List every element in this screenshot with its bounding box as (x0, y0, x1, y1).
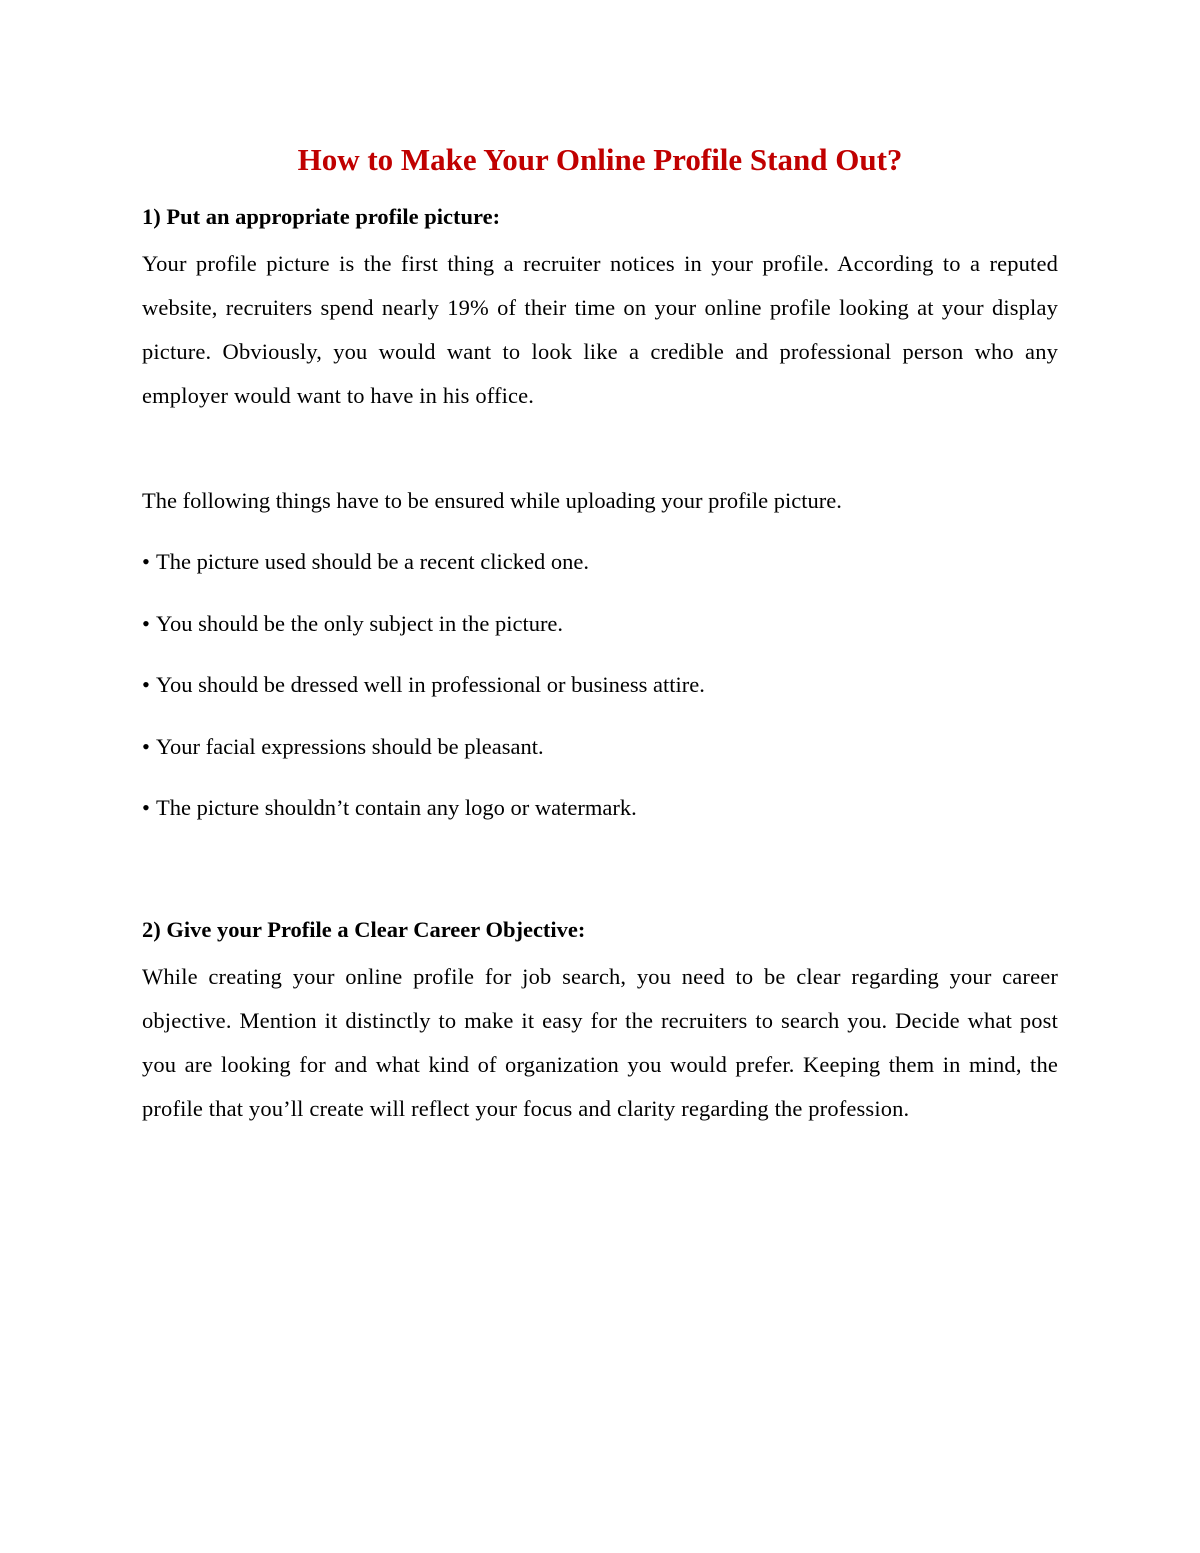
bullet-list (142, 547, 1060, 855)
section-1-paragraph: Your profile picture is the first thing a recruiter notices in your profile. According to a reputed website, recruiters spend nearly 19% of their time on your online profile looking at your display picture. Obviously, you would want to look like a credible and professional person who any employer would want to have in his office. (142, 251, 1058, 408)
bullet-icon: • (142, 795, 150, 820)
page-title: How to Make Your Online Profile Stand Out? (297, 142, 903, 177)
list-item (142, 793, 1060, 855)
bullet-icon: • (142, 610, 150, 636)
list-item (142, 670, 1060, 732)
list-item (142, 547, 1060, 609)
section-2-paragraph: While creating your online profile for job search, you need to be clear regarding your career objective. Mention it distinctly to make it easy for the recruiters to search you. Decide what post you are looking for and what kind of organization you would prefer. Keeping them in mind, the profile that you’ll create will reflect your focus and clarity regarding the profession. (142, 964, 1058, 1121)
bullet-text: The picture shouldn’t contain any logo or watermark. (156, 795, 637, 820)
list-item (142, 609, 1060, 671)
list-item (142, 732, 1060, 794)
bullet-text: The picture used should be a recent clicked one. (156, 549, 589, 574)
section-1-intro: The following things have to be ensured while uploading your profile picture. (142, 488, 842, 513)
bullet-text: You should be the only subject in the picture. (156, 610, 564, 636)
bullet-text: Your facial expressions should be pleasant. (156, 733, 544, 759)
bullet-text: You should be dressed well in professional or business attire. (156, 672, 705, 697)
section-2-heading: 2) Give your Profile a Clear Career Objective: (142, 917, 586, 942)
bullet-icon: • (142, 733, 150, 759)
section-1-heading: 1) Put an appropriate profile picture: (142, 204, 501, 229)
bullet-icon: • (142, 672, 150, 697)
bullet-icon: • (142, 549, 150, 574)
